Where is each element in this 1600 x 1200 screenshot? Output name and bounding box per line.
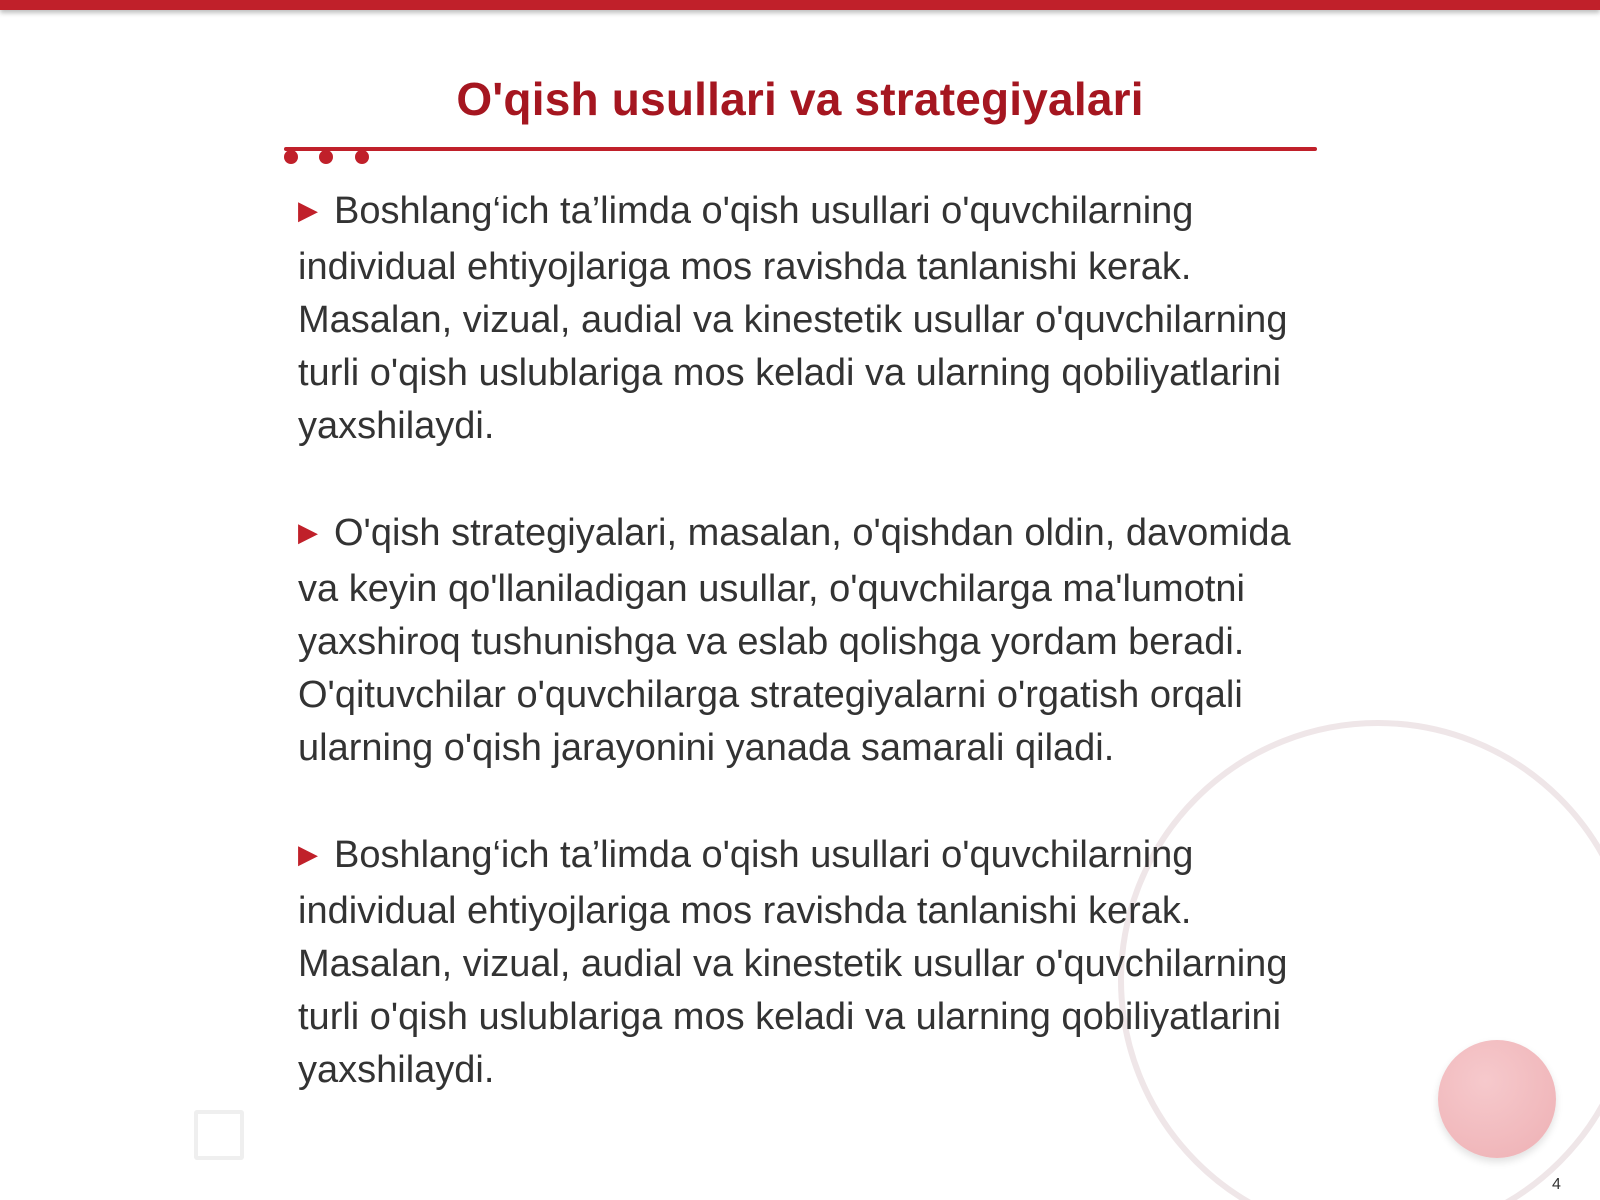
title-dot-2 xyxy=(319,150,333,164)
title-dot-3 xyxy=(355,150,369,164)
triangle-right-icon: ▶ xyxy=(298,839,318,869)
bullet-list xyxy=(298,185,1318,1097)
bullet-paragraph-2 xyxy=(298,507,1318,775)
paragraph-text: O'qish strategiyalari, masalan, o'qishdan oldin, davomida va keyin qo'llaniladigan usullar, o'quvchilarga ma'lumotni yaxshiroq tushunishga va eslab qolishga yordam beradi. O'qituvchilar o'quvchilarga strategiyalarni o'rgatish orqali ularning o'qish jarayonini yanada samarali qiladi. xyxy=(298,512,1291,769)
slide-title: O'qish usullari va strategiyalari xyxy=(456,73,1144,125)
paragraph-text: Boshlang‘ich ta’limda o'qish usullari o'quvchilarning individual ehtiyojlariga mos ravishda tanlanishi kerak. Masalan, vizual, audial va kinestetik usullar o'quvchilarning turli o'qish uslublariga mos keladi va ularning qobiliyatlarini yaxshilaydi. xyxy=(298,834,1288,1091)
title-underline xyxy=(284,147,1317,151)
top-accent-bar xyxy=(0,0,1600,10)
decorative-pink-circle xyxy=(1438,1040,1556,1158)
title-dot-1 xyxy=(284,150,298,164)
decorative-square xyxy=(194,1110,244,1160)
page-number: 4 xyxy=(1552,1176,1561,1193)
paragraph-text: Boshlang‘ich ta’limda o'qish usullari o'quvchilarning individual ehtiyojlariga mos ravishda tanlanishi kerak. Masalan, vizual, audial va kinestetik usullar o'quvchilarning turli o'qish uslublariga mos keladi va ularning qobiliyatlarini yaxshilaydi. xyxy=(298,190,1288,447)
triangle-right-icon: ▶ xyxy=(298,195,318,225)
bullet-paragraph-3 xyxy=(298,829,1318,1097)
triangle-right-icon: ▶ xyxy=(298,517,318,547)
bullet-paragraph-1 xyxy=(298,185,1318,453)
